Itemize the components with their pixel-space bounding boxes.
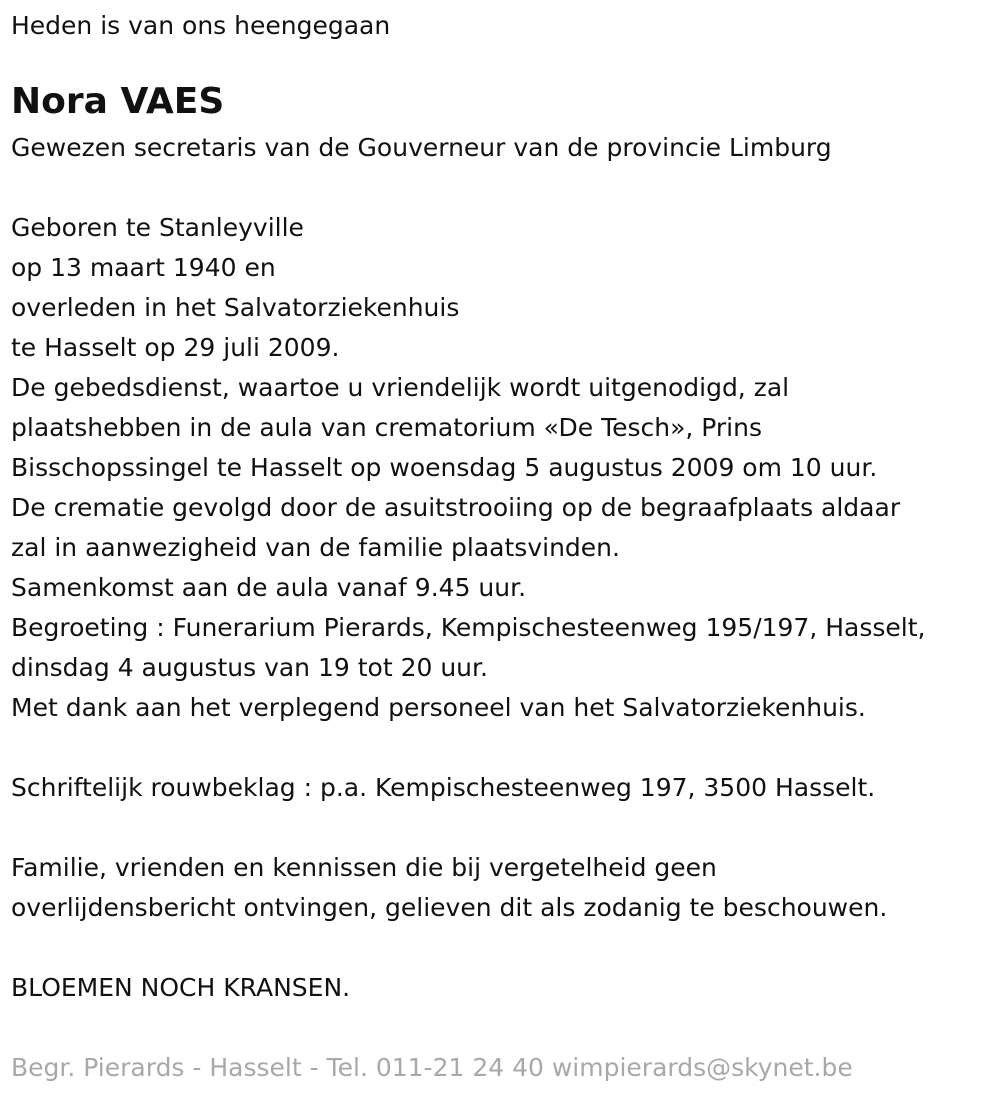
body-line: Samenkomst aan de aula vanaf 9.45 uur. bbox=[11, 573, 527, 602]
body-line: De gebedsdienst, waartoe u vriendelijk wordt uitgenodigd, zal bbox=[11, 373, 790, 402]
intro-line: Heden is van ons heengegaan bbox=[11, 11, 391, 40]
spacer bbox=[11, 728, 991, 768]
family-line: overlijdensbericht ontvingen, gelieven dit als zodanig te beschouwen. bbox=[11, 893, 888, 922]
flowers-notice: BLOEMEN NOCH KRANSEN. bbox=[11, 973, 351, 1002]
body-line: dinsdag 4 augustus van 19 tot 20 uur. bbox=[11, 653, 488, 682]
body-line: Geboren te Stanleyville bbox=[11, 213, 304, 242]
spacer bbox=[11, 808, 991, 848]
spacer bbox=[11, 1008, 991, 1048]
body-line: Begroeting : Funerarium Pierards, Kempischesteenweg 195/197, Hasselt, bbox=[11, 613, 926, 642]
family-line: Familie, vrienden en kennissen die bij vergetelheid geen bbox=[11, 853, 717, 882]
body-line: Met dank aan het verplegend personeel van het Salvatorziekenhuis. bbox=[11, 693, 866, 722]
body-line: op 13 maart 1940 en bbox=[11, 253, 276, 282]
body-line: De crematie gevolgd door de asuitstrooiing op de begraafplaats aldaar bbox=[11, 493, 901, 522]
body-line: overleden in het Salvatorziekenhuis bbox=[11, 293, 460, 322]
death-notice bbox=[11, 0, 991, 1088]
body-line: Bisschopssingel te Hasselt op woensdag 5 augustus 2009 om 10 uur. bbox=[11, 453, 878, 482]
spacer bbox=[11, 928, 991, 968]
undertaker-footer: Begr. Pierards - Hasselt - Tel. 011-21 24 40 wimpierards@skynet.be bbox=[11, 1053, 853, 1082]
condolence-address: Schriftelijk rouwbeklag : p.a. Kempischesteenweg 197, 3500 Hasselt. bbox=[11, 773, 876, 802]
body-line: zal in aanwezigheid van de familie plaatsvinden. bbox=[11, 533, 620, 562]
subtitle-line: Gewezen secretaris van de Gouverneur van de provincie Limburg bbox=[11, 133, 832, 162]
spacer bbox=[11, 168, 991, 208]
body-line: plaatshebben in de aula van crematorium «De Tesch», Prins bbox=[11, 413, 763, 442]
notice-body bbox=[11, 208, 991, 728]
body-line: te Hasselt op 29 juli 2009. bbox=[11, 333, 340, 362]
deceased-name: Nora VAES bbox=[11, 81, 225, 122]
